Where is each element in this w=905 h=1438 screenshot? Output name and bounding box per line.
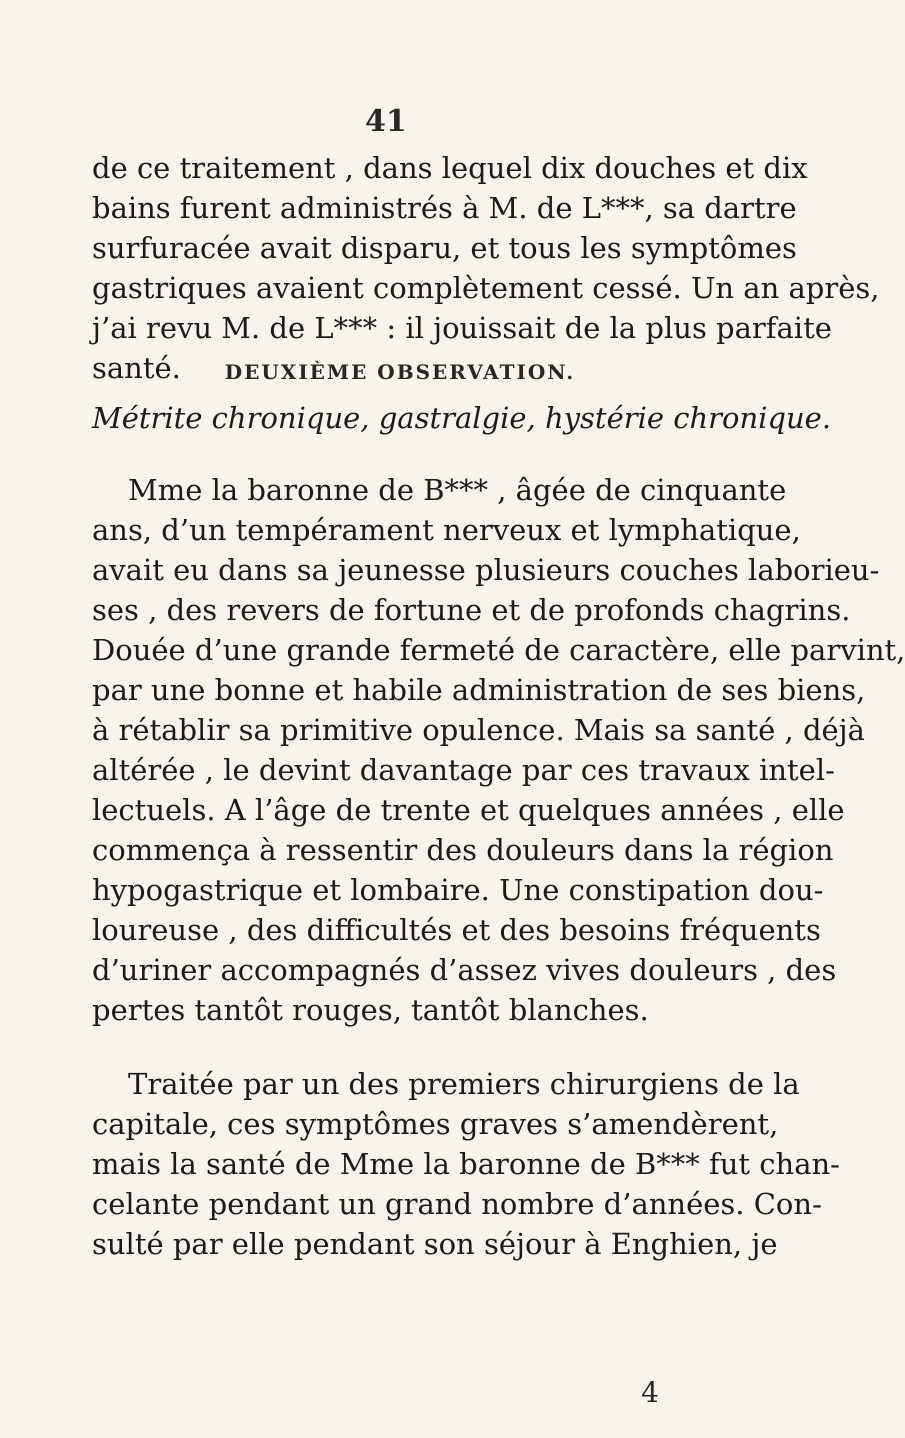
text-line: Mme la baronne de B*** , âgée de cinquante: [128, 473, 787, 507]
text-line: altérée , le devint davantage par ces travaux intel-: [92, 753, 835, 787]
text-line: capitale, ces symptômes graves s’amendèrent,: [92, 1107, 779, 1141]
text-line: sulté par elle pendant son séjour à Enghien, je: [92, 1227, 778, 1261]
text-line: santé.: [92, 351, 181, 385]
text-line: commença à ressentir des douleurs dans la région: [92, 833, 834, 867]
text-line: Douée d’une grande fermeté de caractère, elle parvint,: [92, 633, 905, 667]
section-heading: DEUXIÈME OBSERVATION.: [224, 360, 576, 384]
text-line: pertes tantôt rouges, tantôt blanches.: [92, 993, 649, 1027]
signature-mark: 4: [641, 1376, 659, 1409]
text-line: lectuels. A l’âge de trente et quelques années , elle: [92, 793, 845, 827]
text-line: ans, d’un tempérament nerveux et lymphatique,: [92, 513, 801, 547]
text-line: Traitée par un des premiers chirurgiens de la: [128, 1067, 800, 1101]
text-line: ses , des revers de fortune et de profonds chagrins.: [92, 593, 851, 627]
text-line: gastriques avaient complètement cessé. Un an après,: [92, 271, 880, 305]
text-line: de ce traitement , dans lequel dix douches et dix: [92, 151, 808, 185]
intro-paragraph: [92, 148, 880, 388]
page-number: 41: [365, 104, 407, 139]
text-line: à rétablir sa primitive opulence. Mais sa santé , déjà: [92, 713, 865, 747]
text-line: surfuracée avait disparu, et tous les symptômes: [92, 231, 797, 265]
observation-paragraph-1: [92, 470, 905, 1030]
text-line: j’ai revu M. de L*** : il jouissait de la plus parfaite: [92, 311, 832, 345]
text-line: avait eu dans sa jeunesse plusieurs couches laborieu-: [92, 553, 880, 587]
text-line: hypogastrique et lombaire. Une constipation dou-: [92, 873, 824, 907]
observation-paragraph-2: [92, 1064, 840, 1264]
section-subtitle: Métrite chronique, gastralgie, hystérie chronique.: [92, 401, 832, 435]
text-line: loureuse , des difficultés et des besoins fréquents: [92, 913, 821, 947]
text-line: mais la santé de Mme la baronne de B*** fut chan-: [92, 1147, 840, 1181]
text-line: celante pendant un grand nombre d’années. Con-: [92, 1187, 822, 1221]
text-line: bains furent administrés à M. de L***, sa dartre: [92, 191, 797, 225]
text-line: d’uriner accompagnés d’assez vives douleurs , des: [92, 953, 837, 987]
text-line: par une bonne et habile administration de ses biens,: [92, 673, 866, 707]
